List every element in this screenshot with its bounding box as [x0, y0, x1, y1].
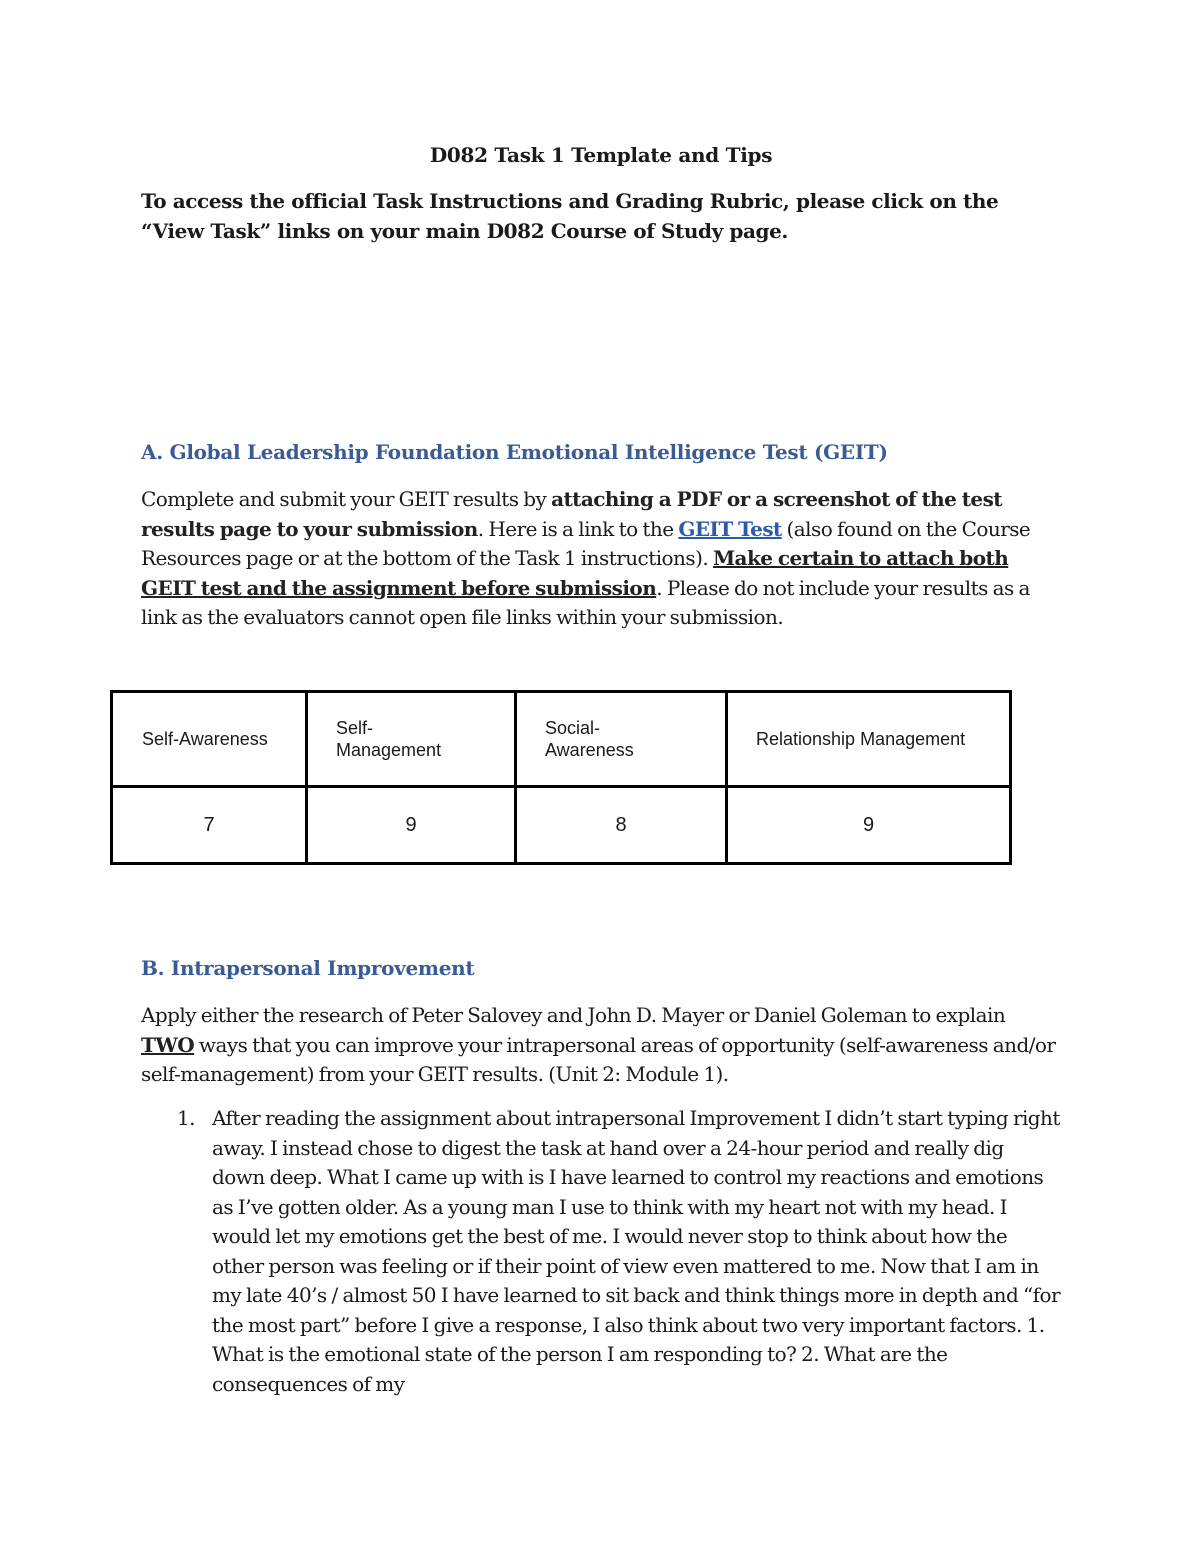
header-self-awareness-label: Self-Awareness	[142, 729, 268, 749]
header-social-awareness	[516, 692, 727, 787]
section-a-bold-text: attaching a PDF or a screenshot of the test results page to your submission	[141, 487, 1002, 541]
section-a-text-2: . Here is a link to the	[477, 516, 679, 541]
list-item	[141, 1104, 1061, 1399]
section-a-heading: A. Global Leadership Foundation Emotional Intelligence Test (GEIT)	[141, 440, 888, 464]
scores-value-row	[112, 787, 1011, 864]
section-a-text-4: . Please do not include your results as a link as the evaluators cannot open file links within your submission.	[141, 575, 1030, 629]
section-b-heading: B. Intrapersonal Improvement	[141, 956, 475, 980]
header-self-management	[307, 692, 516, 787]
header-relationship-management	[727, 692, 1011, 787]
value-self-management: 9	[307, 787, 516, 864]
header-social-awareness-label: Social- Awareness	[545, 718, 634, 760]
value-social-awareness: 8	[516, 787, 727, 864]
header-self-management-label: Self- Management	[336, 718, 442, 760]
section-a-text-3: (also found on the Course Resources page or at the bottom of the Task 1 instructions).	[141, 516, 1031, 570]
section-a-paragraph	[141, 485, 1061, 633]
section-a-attach-warning: Make certain to attach both GEIT test and the assignment before submission	[141, 546, 1009, 600]
section-a-text-1: Complete and submit your GEIT results by	[141, 487, 552, 511]
scores-header-row	[112, 692, 1011, 787]
header-relationship-management-label: Relationship Management	[756, 729, 966, 749]
access-note: To access the official Task Instructions and Grading Rubric, please click on the “View Task” links on your main D082 Course of Study page.	[141, 189, 999, 243]
list-item-number: 1.	[177, 1106, 195, 1130]
section-b-two-emphasis: TWO	[141, 1032, 195, 1057]
section-b-text-1: Apply either the research of Peter Salovey and John D. Mayer or Daniel Goleman to explain	[141, 1003, 1006, 1027]
value-self-awareness: 7	[112, 787, 307, 864]
section-b-paragraph	[141, 1001, 1061, 1090]
geit-test-link[interactable]: GEIT Test	[678, 516, 782, 541]
value-relationship-management: 9	[727, 787, 1011, 864]
section-b-text-2: ways that you can improve your intrapersonal areas of opportunity (self-awareness and/or self-management) from your GEIT results. (Unit 2: Module 1).	[141, 1032, 1056, 1086]
document-title: D082 Task 1 Template and Tips	[429, 143, 773, 167]
header-self-awareness	[112, 692, 307, 787]
response-list	[141, 1104, 1061, 1399]
geit-scores-table	[110, 690, 1012, 865]
list-item-text: After reading the assignment about intrapersonal Improvement I didn’t start typing right away. I instead chose to digest the task at hand over a 24-hour period and really dig down deep. What I came up with is I have learned to control my reactions and emotions as I’ve gotten older. As a young man I use to think with my heart not with my head. I would let my emotions get the best of me. I would never stop to think about how the other person was feeling or if their point of view even mattered to me. Now that I am in my late 40’s / almost 50 I have learned to sit back and think things more in depth and “for the most part” before I give a response, I also think about two very important factors. 1. What is the emotional state of the person I am responding to? 2. What are the consequences of my	[212, 1106, 1061, 1396]
